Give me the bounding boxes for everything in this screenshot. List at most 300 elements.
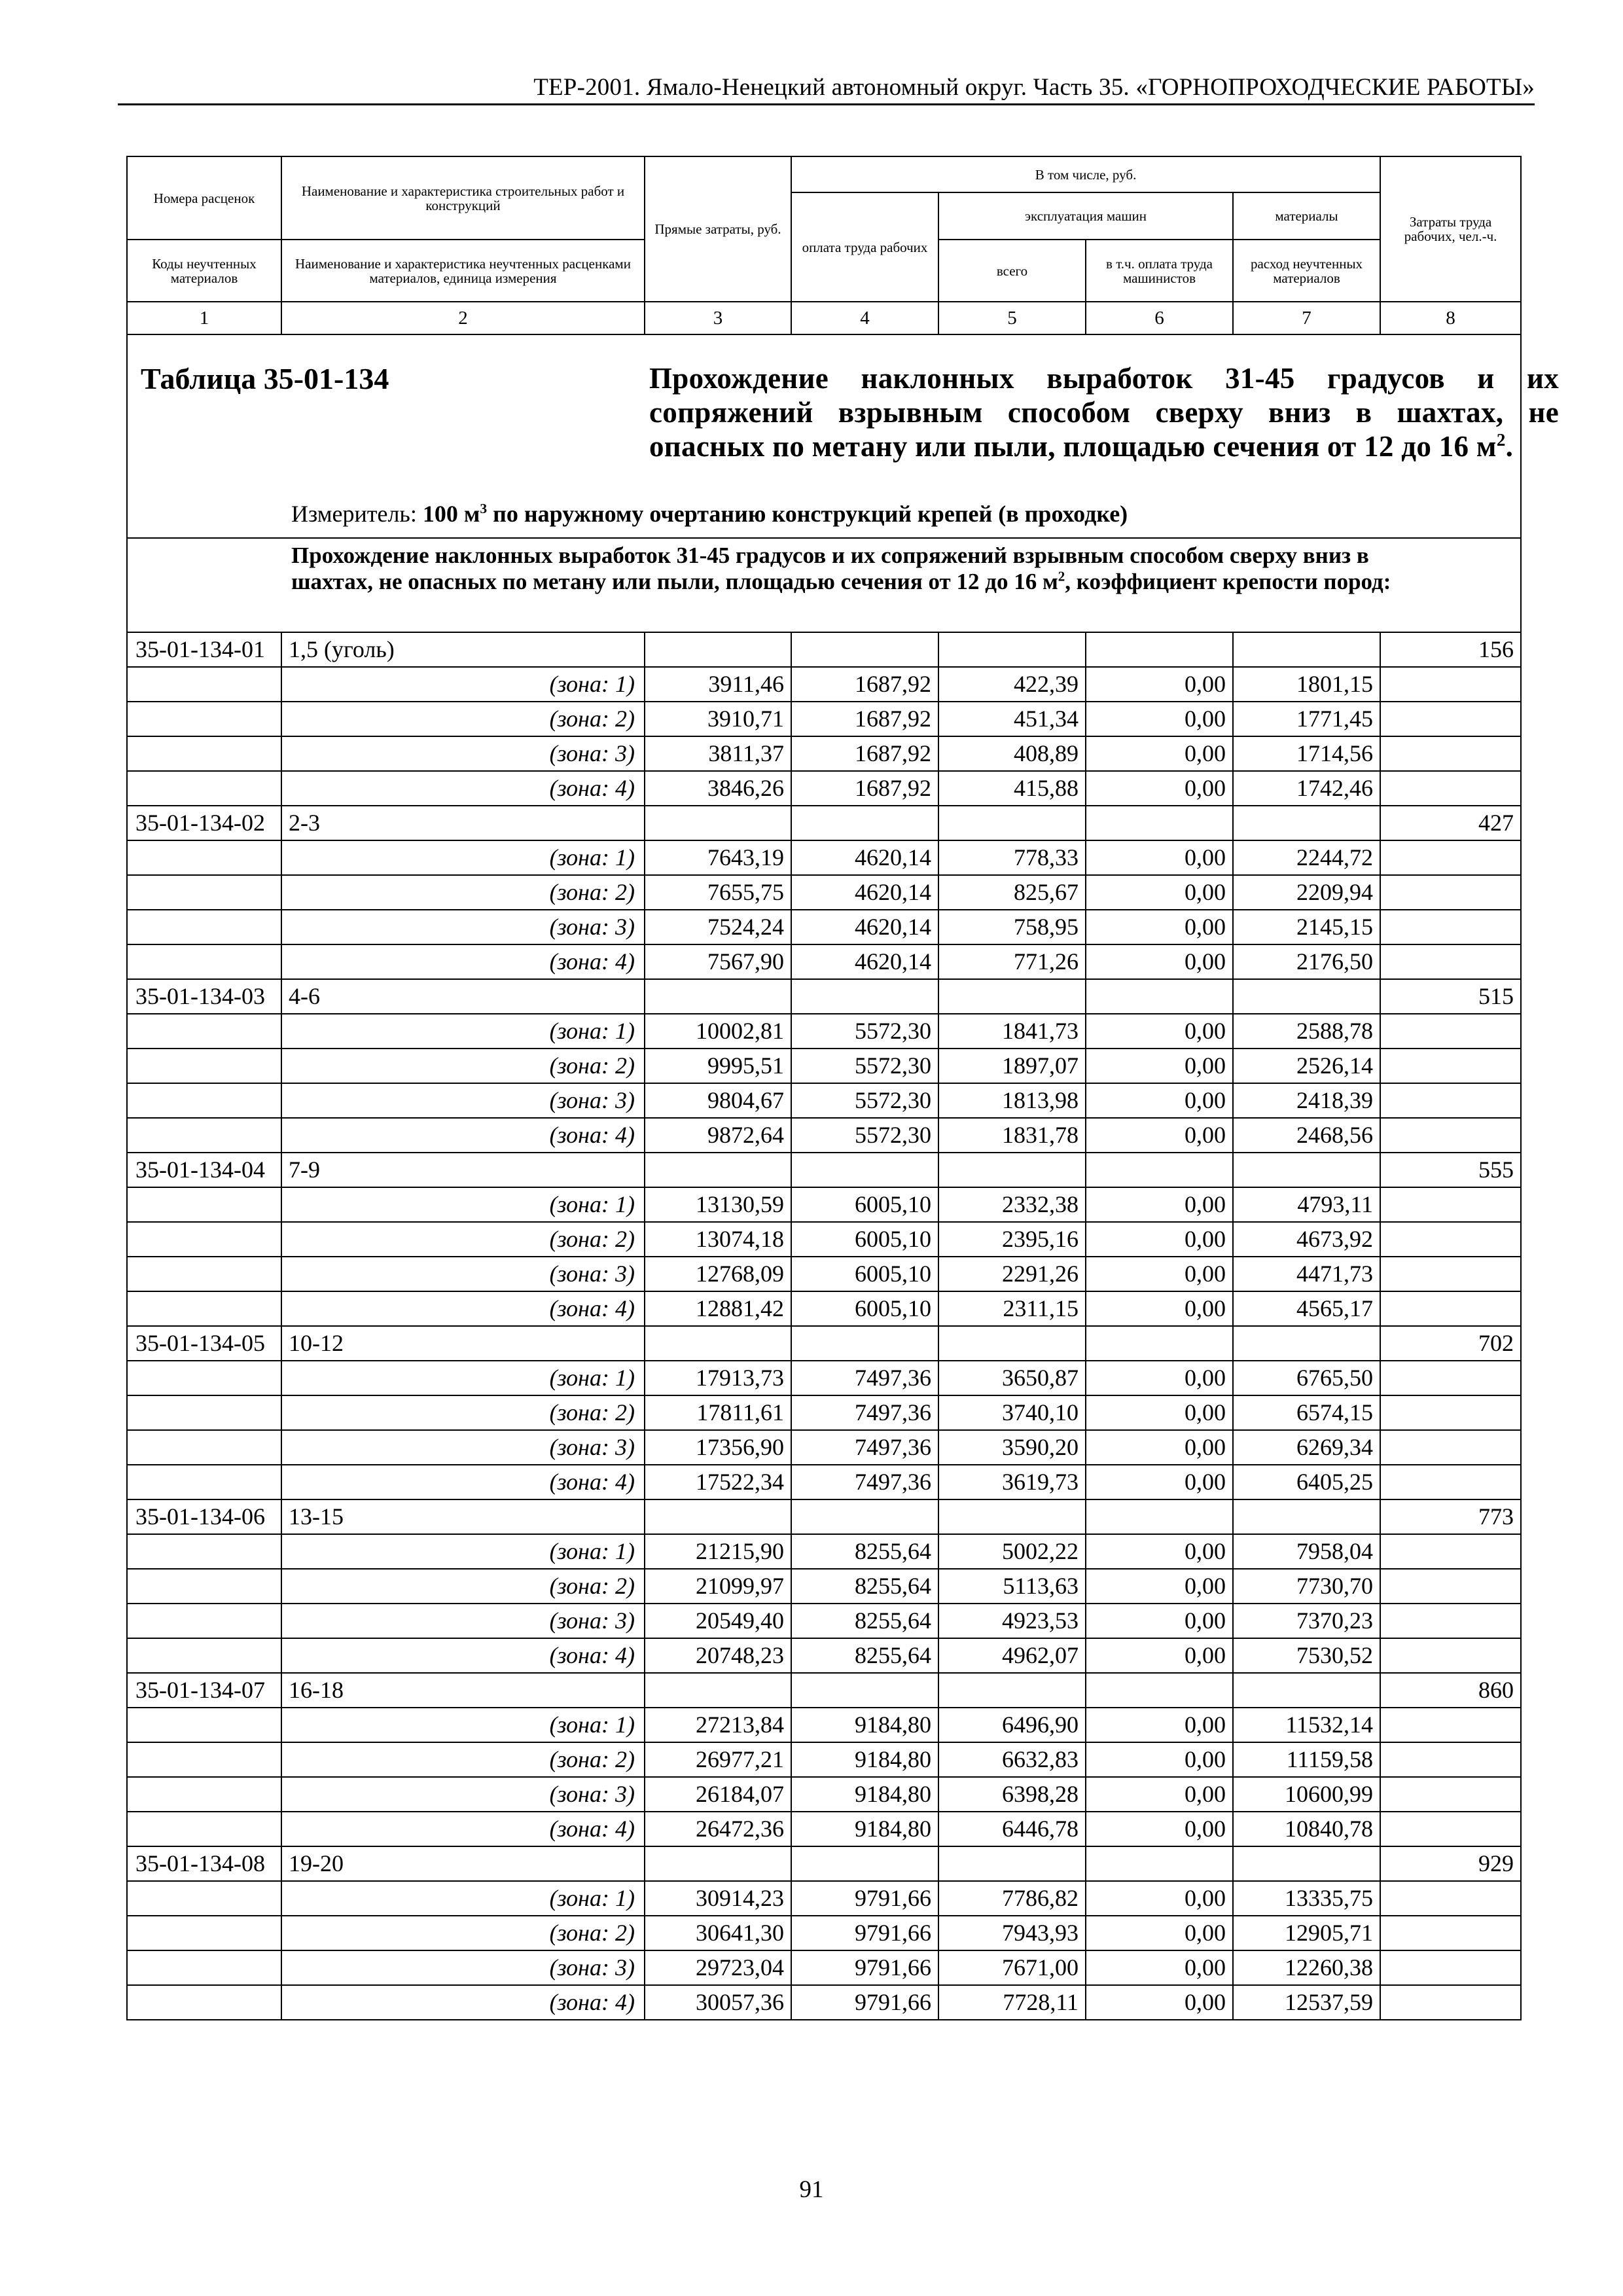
empty-cell xyxy=(127,1950,281,1985)
direct-costs: 10002,81 xyxy=(645,1014,791,1049)
worker-wages: 8255,64 xyxy=(791,1604,938,1638)
zone-label: (зона: 4) xyxy=(281,1812,645,1846)
materials-cost: 7370,23 xyxy=(1233,1604,1380,1638)
machines-total: 4923,53 xyxy=(938,1604,1086,1638)
operators-wages: 0,00 xyxy=(1086,1187,1233,1222)
machines-total: 6496,90 xyxy=(938,1708,1086,1742)
worker-wages: 5572,30 xyxy=(791,1118,938,1153)
empty-cell xyxy=(127,875,281,910)
worker-wages: 5572,30 xyxy=(791,1014,938,1049)
rate-row xyxy=(127,1153,1521,1187)
materials-cost: 12537,59 xyxy=(1233,1985,1380,2020)
zone-row xyxy=(127,1638,1521,1673)
table-description: Прохождение наклонных выработок 31-45 градусов и их сопряжений взрывным способом сверху вниз в шахтах, не опасных по метану или пыли, площадью сечения от 12 до 16 $м^2$, коэффициент крепости пород: xyxy=(291,543,1391,594)
rate-name: 16-18 xyxy=(281,1673,645,1708)
materials-cost: 6574,15 xyxy=(1233,1395,1380,1430)
empty-cell xyxy=(127,1430,281,1465)
empty-cell xyxy=(127,667,281,702)
empty-cell xyxy=(127,1465,281,1499)
direct-costs: 20549,40 xyxy=(645,1604,791,1638)
machines-total: 1897,07 xyxy=(938,1049,1086,1083)
rate-row xyxy=(127,1326,1521,1361)
empty-cell xyxy=(1380,1777,1521,1812)
empty-cell xyxy=(127,771,281,806)
empty-cell xyxy=(1086,1499,1233,1534)
operators-wages: 0,00 xyxy=(1086,1118,1233,1153)
direct-costs: 9872,64 xyxy=(645,1118,791,1153)
machines-total: 3650,87 xyxy=(938,1361,1086,1395)
direct-costs: 17522,34 xyxy=(645,1465,791,1499)
empty-cell xyxy=(1086,806,1233,840)
materials-cost: 4471,73 xyxy=(1233,1257,1380,1291)
materials-cost: 1801,15 xyxy=(1233,667,1380,702)
empty-cell xyxy=(127,910,281,944)
machines-total: 408,89 xyxy=(938,736,1086,771)
rate-name: 4-6 xyxy=(281,979,645,1014)
machines-total: 1831,78 xyxy=(938,1118,1086,1153)
materials-cost: 11159,58 xyxy=(1233,1742,1380,1777)
table-title-block xyxy=(127,334,1559,538)
column-number: 6 xyxy=(1086,302,1233,334)
empty-cell xyxy=(938,1673,1086,1708)
table-description-block xyxy=(127,538,1521,632)
zone-label: (зона: 1) xyxy=(281,1014,645,1049)
worker-wages: 1687,92 xyxy=(791,702,938,736)
zone-label: (зона: 3) xyxy=(281,1950,645,1985)
direct-costs: 26184,07 xyxy=(645,1777,791,1812)
zone-row xyxy=(127,1534,1521,1569)
direct-costs: 12768,09 xyxy=(645,1257,791,1291)
col-rate-number-header: Номера расценок xyxy=(127,156,281,240)
zone-label: (зона: 2) xyxy=(281,1916,645,1950)
empty-cell xyxy=(1380,1118,1521,1153)
empty-cell xyxy=(1380,1291,1521,1326)
empty-cell xyxy=(1380,1257,1521,1291)
empty-cell xyxy=(1380,1534,1521,1569)
empty-cell xyxy=(1380,702,1521,736)
worker-wages: 9184,80 xyxy=(791,1777,938,1812)
machines-total: 771,26 xyxy=(938,944,1086,979)
operators-wages: 0,00 xyxy=(1086,1534,1233,1569)
empty-cell xyxy=(1380,1604,1521,1638)
empty-cell xyxy=(1380,840,1521,875)
column-number: 1 xyxy=(127,302,281,334)
worker-wages: 9184,80 xyxy=(791,1742,938,1777)
zone-row xyxy=(127,875,1521,910)
operators-wages: 0,00 xyxy=(1086,667,1233,702)
materials-cost: 2244,72 xyxy=(1233,840,1380,875)
rate-name: 13-15 xyxy=(281,1499,645,1534)
materials-cost: 6269,34 xyxy=(1233,1430,1380,1465)
operators-wages: 0,00 xyxy=(1086,1708,1233,1742)
empty-cell xyxy=(127,1777,281,1812)
operators-wages: 0,00 xyxy=(1086,1049,1233,1083)
worker-wages: 7497,36 xyxy=(791,1430,938,1465)
empty-cell xyxy=(1380,1361,1521,1395)
zone-label: (зона: 4) xyxy=(281,1985,645,2020)
empty-cell xyxy=(127,1118,281,1153)
labor-costs: 929 xyxy=(1380,1846,1521,1881)
direct-costs: 3911,46 xyxy=(645,667,791,702)
direct-costs: 13074,18 xyxy=(645,1222,791,1257)
rate-row xyxy=(127,1499,1521,1534)
materials-cost: 11532,14 xyxy=(1233,1708,1380,1742)
materials-cost: 2526,14 xyxy=(1233,1049,1380,1083)
zone-row xyxy=(127,1049,1521,1083)
empty-cell xyxy=(1233,1326,1380,1361)
operators-wages: 0,00 xyxy=(1086,1604,1233,1638)
worker-wages: 6005,10 xyxy=(791,1187,938,1222)
empty-cell xyxy=(127,1569,281,1604)
materials-cost: 4565,17 xyxy=(1233,1291,1380,1326)
running-header: ТЕР-2001. Ямало-Ненецкий автономный округ. Часть 35. «ГОРНОПРОХОДЧЕСКИЕ РАБОТЫ» xyxy=(533,74,1535,101)
machines-total: 825,67 xyxy=(938,875,1086,910)
empty-cell xyxy=(1380,1395,1521,1430)
column-number: 7 xyxy=(1233,302,1380,334)
empty-cell xyxy=(127,1985,281,2020)
empty-cell xyxy=(791,1326,938,1361)
machines-total: 7943,93 xyxy=(938,1916,1086,1950)
rate-code: 35-01-134-05 xyxy=(127,1326,281,1361)
materials-cost: 2145,15 xyxy=(1233,910,1380,944)
materials-cost: 2468,56 xyxy=(1233,1118,1380,1153)
machines-total: 1841,73 xyxy=(938,1014,1086,1049)
zone-row xyxy=(127,1430,1521,1465)
zone-row xyxy=(127,1395,1521,1430)
labor-costs: 860 xyxy=(1380,1673,1521,1708)
empty-cell xyxy=(1380,1049,1521,1083)
materials-cost: 2418,39 xyxy=(1233,1083,1380,1118)
empty-cell xyxy=(1380,910,1521,944)
col-work-name-header: Наименование и характеристика строительных работ и конструкций xyxy=(281,156,645,240)
operators-wages: 0,00 xyxy=(1086,1395,1233,1430)
zone-row xyxy=(127,1187,1521,1222)
rate-name: 7-9 xyxy=(281,1153,645,1187)
empty-cell xyxy=(127,1742,281,1777)
labor-costs: 156 xyxy=(1380,632,1521,667)
machines-total: 778,33 xyxy=(938,840,1086,875)
materials-cost: 4673,92 xyxy=(1233,1222,1380,1257)
column-number: 3 xyxy=(645,302,791,334)
empty-cell xyxy=(127,1083,281,1118)
empty-cell xyxy=(127,1916,281,1950)
rate-row xyxy=(127,1846,1521,1881)
zone-label: (зона: 1) xyxy=(281,1361,645,1395)
rate-row xyxy=(127,1673,1521,1708)
direct-costs: 7655,75 xyxy=(645,875,791,910)
empty-cell xyxy=(1086,1153,1233,1187)
empty-cell xyxy=(1233,1673,1380,1708)
zone-row xyxy=(127,1291,1521,1326)
direct-costs: 9995,51 xyxy=(645,1049,791,1083)
zone-row xyxy=(127,1812,1521,1846)
empty-cell xyxy=(1233,979,1380,1014)
zone-label: (зона: 1) xyxy=(281,1534,645,1569)
operators-wages: 0,00 xyxy=(1086,1638,1233,1673)
machines-total: 2311,15 xyxy=(938,1291,1086,1326)
zone-label: (зона: 4) xyxy=(281,1291,645,1326)
operators-wages: 0,00 xyxy=(1086,1985,1233,2020)
column-numbers-row xyxy=(127,302,1521,334)
zone-label: (зона: 4) xyxy=(281,1638,645,1673)
empty-cell xyxy=(1380,667,1521,702)
direct-costs: 17811,61 xyxy=(645,1395,791,1430)
empty-cell xyxy=(1380,875,1521,910)
empty-cell xyxy=(127,1291,281,1326)
col-including-header: В том числе, руб. xyxy=(791,156,1380,192)
materials-cost: 2588,78 xyxy=(1233,1014,1380,1049)
worker-wages: 9184,80 xyxy=(791,1708,938,1742)
empty-cell xyxy=(1380,1569,1521,1604)
zone-label: (зона: 1) xyxy=(281,667,645,702)
zone-label: (зона: 3) xyxy=(281,1777,645,1812)
rate-code: 35-01-134-04 xyxy=(127,1153,281,1187)
worker-wages: 4620,14 xyxy=(791,840,938,875)
measurement-unit: Измеритель: 100 $м^3$ по наружному очертанию конструкций крепей (в проходке) xyxy=(291,501,1128,527)
direct-costs: 12881,42 xyxy=(645,1291,791,1326)
zone-row xyxy=(127,1708,1521,1742)
worker-wages: 9791,66 xyxy=(791,1985,938,2020)
machines-total: 415,88 xyxy=(938,771,1086,806)
rate-code: 35-01-134-08 xyxy=(127,1846,281,1881)
zone-row xyxy=(127,1742,1521,1777)
zone-row xyxy=(127,1985,1521,2020)
column-number: 5 xyxy=(938,302,1086,334)
machines-total: 422,39 xyxy=(938,667,1086,702)
empty-cell xyxy=(127,1049,281,1083)
empty-cell xyxy=(938,1499,1086,1534)
zone-row xyxy=(127,1777,1521,1812)
direct-costs: 29723,04 xyxy=(645,1950,791,1985)
machines-total: 2395,16 xyxy=(938,1222,1086,1257)
column-number: 4 xyxy=(791,302,938,334)
zone-row xyxy=(127,1014,1521,1049)
empty-cell xyxy=(1380,1187,1521,1222)
operators-wages: 0,00 xyxy=(1086,1361,1233,1395)
machines-total: 5002,22 xyxy=(938,1534,1086,1569)
worker-wages: 1687,92 xyxy=(791,771,938,806)
operators-wages: 0,00 xyxy=(1086,1881,1233,1916)
zone-row xyxy=(127,840,1521,875)
zone-row xyxy=(127,1569,1521,1604)
direct-costs: 7524,24 xyxy=(645,910,791,944)
machines-total: 1813,98 xyxy=(938,1083,1086,1118)
operators-wages: 0,00 xyxy=(1086,1430,1233,1465)
col-wages-header: оплата труда рабочих xyxy=(791,192,938,302)
empty-cell xyxy=(938,806,1086,840)
direct-costs: 26977,21 xyxy=(645,1742,791,1777)
direct-costs: 21099,97 xyxy=(645,1569,791,1604)
empty-cell xyxy=(791,979,938,1014)
direct-costs: 30057,36 xyxy=(645,1985,791,2020)
zone-row xyxy=(127,771,1521,806)
zone-row xyxy=(127,1916,1521,1950)
zone-label: (зона: 4) xyxy=(281,1118,645,1153)
empty-cell xyxy=(1380,944,1521,979)
operators-wages: 0,00 xyxy=(1086,910,1233,944)
materials-cost: 2176,50 xyxy=(1233,944,1380,979)
worker-wages: 6005,10 xyxy=(791,1222,938,1257)
worker-wages: 8255,64 xyxy=(791,1638,938,1673)
rate-name: 1,5 (уголь) xyxy=(281,632,645,667)
col-machines-total-header: всего xyxy=(938,240,1086,302)
rate-code: 35-01-134-01 xyxy=(127,632,281,667)
empty-cell xyxy=(127,1812,281,1846)
empty-cell xyxy=(1380,1465,1521,1499)
empty-cell xyxy=(1233,806,1380,840)
empty-cell xyxy=(127,1257,281,1291)
labor-costs: 773 xyxy=(1380,1499,1521,1534)
empty-cell xyxy=(645,806,791,840)
direct-costs: 7567,90 xyxy=(645,944,791,979)
empty-cell xyxy=(127,1881,281,1916)
direct-costs: 17356,90 xyxy=(645,1430,791,1465)
empty-cell xyxy=(127,1638,281,1673)
machines-total: 7786,82 xyxy=(938,1881,1086,1916)
worker-wages: 9791,66 xyxy=(791,1950,938,1985)
operators-wages: 0,00 xyxy=(1086,1916,1233,1950)
worker-wages: 7497,36 xyxy=(791,1395,938,1430)
empty-cell xyxy=(1380,1083,1521,1118)
materials-cost: 1771,45 xyxy=(1233,702,1380,736)
rates-table xyxy=(126,156,1559,2020)
machines-total: 7671,00 xyxy=(938,1950,1086,1985)
labor-costs: 427 xyxy=(1380,806,1521,840)
materials-cost: 12260,38 xyxy=(1233,1950,1380,1985)
empty-cell xyxy=(127,1014,281,1049)
machines-total: 2332,38 xyxy=(938,1187,1086,1222)
zone-label: (зона: 3) xyxy=(281,1083,645,1118)
materials-cost: 2209,94 xyxy=(1233,875,1380,910)
empty-cell xyxy=(1233,632,1380,667)
zone-row xyxy=(127,1222,1521,1257)
materials-cost: 4793,11 xyxy=(1233,1187,1380,1222)
zone-label: (зона: 3) xyxy=(281,910,645,944)
worker-wages: 8255,64 xyxy=(791,1534,938,1569)
machines-total: 6398,28 xyxy=(938,1777,1086,1812)
zone-row xyxy=(127,910,1521,944)
empty-cell xyxy=(1380,736,1521,771)
empty-cell xyxy=(645,1153,791,1187)
materials-cost: 7530,52 xyxy=(1233,1638,1380,1673)
worker-wages: 6005,10 xyxy=(791,1291,938,1326)
worker-wages: 4620,14 xyxy=(791,875,938,910)
direct-costs: 13130,59 xyxy=(645,1187,791,1222)
empty-cell xyxy=(1086,1673,1233,1708)
worker-wages: 5572,30 xyxy=(791,1083,938,1118)
direct-costs: 3811,37 xyxy=(645,736,791,771)
operators-wages: 0,00 xyxy=(1086,840,1233,875)
materials-cost: 6405,25 xyxy=(1233,1465,1380,1499)
operators-wages: 0,00 xyxy=(1086,1222,1233,1257)
zone-row xyxy=(127,1361,1521,1395)
zone-label: (зона: 2) xyxy=(281,1742,645,1777)
materials-cost: 12905,71 xyxy=(1233,1916,1380,1950)
machines-total: 6446,78 xyxy=(938,1812,1086,1846)
zone-label: (зона: 2) xyxy=(281,702,645,736)
empty-cell xyxy=(1380,771,1521,806)
zone-label: (зона: 2) xyxy=(281,1049,645,1083)
operators-wages: 0,00 xyxy=(1086,1742,1233,1777)
machines-total: 4962,07 xyxy=(938,1638,1086,1673)
empty-cell xyxy=(1233,1499,1380,1534)
direct-costs: 26472,36 xyxy=(645,1812,791,1846)
rate-row xyxy=(127,979,1521,1014)
empty-cell xyxy=(1380,1812,1521,1846)
empty-cell xyxy=(1086,632,1233,667)
operators-wages: 0,00 xyxy=(1086,702,1233,736)
worker-wages: 9184,80 xyxy=(791,1812,938,1846)
zone-label: (зона: 3) xyxy=(281,1257,645,1291)
rate-code: 35-01-134-07 xyxy=(127,1673,281,1708)
zone-row xyxy=(127,1881,1521,1916)
direct-costs: 3910,71 xyxy=(645,702,791,736)
empty-cell xyxy=(938,979,1086,1014)
zone-row xyxy=(127,736,1521,771)
materials-cost: 7730,70 xyxy=(1233,1569,1380,1604)
zone-label: (зона: 2) xyxy=(281,1222,645,1257)
machines-total: 6632,83 xyxy=(938,1742,1086,1777)
worker-wages: 6005,10 xyxy=(791,1257,938,1291)
empty-cell xyxy=(791,1673,938,1708)
empty-cell xyxy=(791,1499,938,1534)
worker-wages: 4620,14 xyxy=(791,910,938,944)
empty-cell xyxy=(1233,1846,1380,1881)
worker-wages: 8255,64 xyxy=(791,1569,938,1604)
zone-row xyxy=(127,702,1521,736)
empty-cell xyxy=(645,1673,791,1708)
empty-cell xyxy=(127,1187,281,1222)
zone-row xyxy=(127,1604,1521,1638)
operators-wages: 0,00 xyxy=(1086,771,1233,806)
column-number: 8 xyxy=(1380,302,1521,334)
col-material-codes-header: Коды неучтенных материалов xyxy=(127,240,281,302)
empty-cell xyxy=(645,632,791,667)
zone-label: (зона: 3) xyxy=(281,1604,645,1638)
zone-label: (зона: 3) xyxy=(281,736,645,771)
empty-cell xyxy=(791,632,938,667)
worker-wages: 9791,66 xyxy=(791,1916,938,1950)
direct-costs: 30641,30 xyxy=(645,1916,791,1950)
zone-label: (зона: 2) xyxy=(281,1569,645,1604)
empty-cell xyxy=(127,944,281,979)
rate-code: 35-01-134-06 xyxy=(127,1499,281,1534)
rate-row xyxy=(127,632,1521,667)
operators-wages: 0,00 xyxy=(1086,1812,1233,1846)
operators-wages: 0,00 xyxy=(1086,1014,1233,1049)
empty-cell xyxy=(645,1326,791,1361)
direct-costs: 27213,84 xyxy=(645,1708,791,1742)
empty-cell xyxy=(127,1534,281,1569)
operators-wages: 0,00 xyxy=(1086,1257,1233,1291)
rate-code: 35-01-134-02 xyxy=(127,806,281,840)
empty-cell xyxy=(938,632,1086,667)
empty-cell xyxy=(645,1499,791,1534)
empty-cell xyxy=(1380,1985,1521,2020)
materials-cost: 13335,75 xyxy=(1233,1881,1380,1916)
empty-cell xyxy=(1380,1638,1521,1673)
zone-row xyxy=(127,1118,1521,1153)
worker-wages: 7497,36 xyxy=(791,1465,938,1499)
zone-row xyxy=(127,944,1521,979)
zone-label: (зона: 1) xyxy=(281,1708,645,1742)
direct-costs: 20748,23 xyxy=(645,1638,791,1673)
empty-cell xyxy=(127,840,281,875)
empty-cell xyxy=(1380,1014,1521,1049)
rate-row xyxy=(127,806,1521,840)
zone-label: (зона: 4) xyxy=(281,944,645,979)
col-labor-costs-header: Затраты труда рабочих, чел.-ч. xyxy=(1380,156,1521,302)
